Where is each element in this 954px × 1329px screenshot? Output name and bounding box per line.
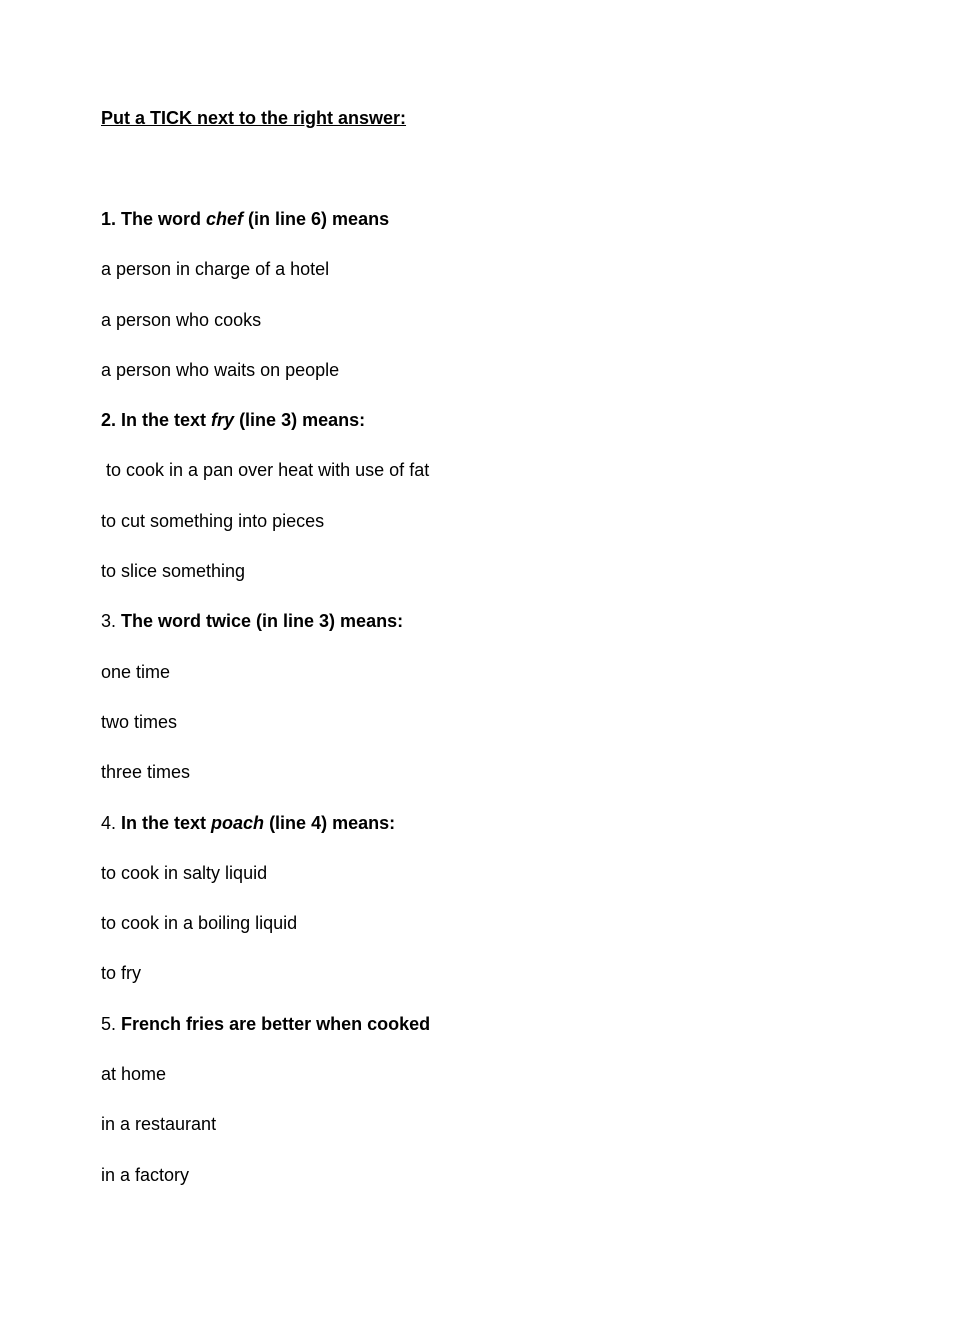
question-4-option-2[interactable]: to cook in a boiling liquid xyxy=(101,913,298,933)
question-number: 2. xyxy=(101,410,117,430)
question-2-option-1[interactable]: to cook in a pan over heat with use of fat xyxy=(101,460,430,480)
question-3-option-2[interactable]: two times xyxy=(101,712,178,732)
question-1-option-2[interactable]: a person who cooks xyxy=(101,310,262,330)
question-3-option-1[interactable]: one time xyxy=(101,662,171,682)
question-text: The word xyxy=(121,209,207,229)
question-number: 4. xyxy=(101,813,117,833)
question-2-option-3[interactable]: to slice something xyxy=(101,561,246,581)
question-keyword: fry xyxy=(211,410,235,430)
question-3-prompt xyxy=(101,610,403,632)
question-4-prompt xyxy=(101,812,395,834)
question-4-option-1[interactable]: to cook in salty liquid xyxy=(101,863,268,883)
question-5-option-3[interactable]: in a factory xyxy=(101,1165,190,1185)
question-number: 1. xyxy=(101,209,117,229)
question-text: In the text xyxy=(121,410,212,430)
question-text: French fries are better when cooked xyxy=(121,1014,431,1034)
question-text: The word twice (in line 3) means: xyxy=(121,611,404,631)
question-1-option-1[interactable]: a person in charge of a hotel xyxy=(101,259,330,279)
question-1-option-3[interactable]: a person who waits on people xyxy=(101,360,340,380)
question-keyword: poach xyxy=(211,813,265,833)
instruction-heading: Put a TICK next to the right answer: xyxy=(101,108,407,128)
question-4-option-3[interactable]: to fry xyxy=(101,963,142,983)
question-5-option-1[interactable]: at home xyxy=(101,1064,167,1084)
question-5-prompt xyxy=(101,1013,430,1035)
question-keyword: chef xyxy=(206,209,244,229)
question-text: (line 4) means: xyxy=(264,813,396,833)
question-number: 3. xyxy=(101,611,117,631)
question-text: (in line 6) means xyxy=(243,209,390,229)
question-2-option-2[interactable]: to cut something into pieces xyxy=(101,511,325,531)
question-text: (line 3) means: xyxy=(234,410,366,430)
question-number: 5. xyxy=(101,1014,117,1034)
question-1-prompt xyxy=(101,208,389,230)
question-5-option-2[interactable]: in a restaurant xyxy=(101,1114,217,1134)
question-text: In the text xyxy=(121,813,212,833)
question-3-option-3[interactable]: three times xyxy=(101,762,191,782)
question-2-prompt xyxy=(101,409,365,431)
